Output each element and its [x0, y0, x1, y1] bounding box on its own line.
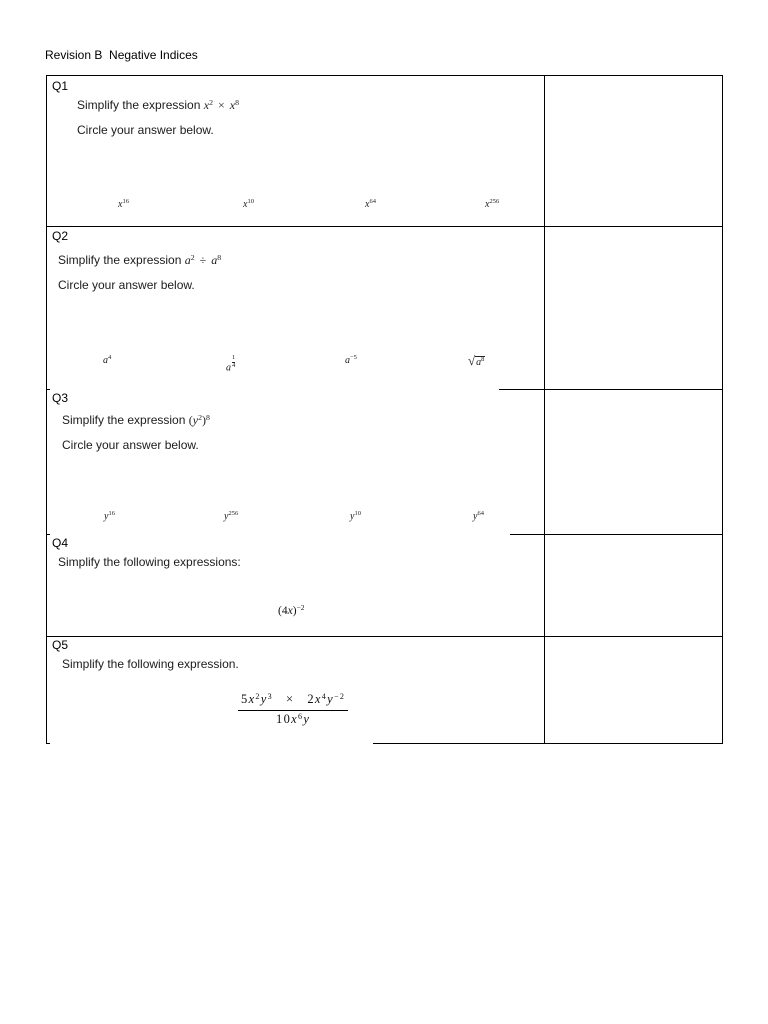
variable: a: [211, 253, 218, 267]
variable: y: [192, 413, 199, 427]
variable: y: [224, 511, 229, 522]
question-row-q2: [46, 226, 723, 390]
answer-option: [104, 511, 115, 524]
expression: [185, 253, 221, 267]
radicand: [475, 356, 485, 368]
question-image-q3: [50, 405, 510, 536]
question-prompt: Simplify the following expression.: [62, 657, 239, 671]
fraction-exponent: [232, 355, 235, 369]
question-prompt: [77, 98, 239, 114]
question-image-q2: [50, 244, 499, 391]
worksheet-title: Revision B Negative Indices: [45, 48, 198, 62]
question-row-q4: [46, 534, 723, 637]
exponent: 2: [255, 691, 261, 701]
question-number: Q4: [52, 536, 69, 550]
prompt-text: Simplify the expression: [58, 253, 182, 267]
question-prompt: Simplify the following expressions:: [58, 555, 241, 569]
exponent: 8: [235, 97, 239, 107]
answer-option: [243, 199, 254, 212]
variable: x: [485, 199, 490, 210]
variable: x: [248, 692, 256, 706]
variable: a: [226, 362, 231, 374]
exponent: −2: [334, 691, 346, 701]
answer-option: [118, 199, 129, 212]
question-row-q5: [46, 636, 723, 744]
answer-option: [345, 355, 357, 368]
answer-option: [473, 511, 484, 524]
fraction-numerator: [238, 692, 348, 711]
question-number: Q2: [52, 229, 69, 243]
exponent: 2: [209, 97, 213, 107]
answer-option: [350, 511, 361, 524]
question-instruction: Circle your answer below.: [62, 438, 199, 452]
exponent: 10: [247, 198, 254, 206]
coefficient: 2: [307, 692, 315, 706]
expression: [189, 413, 210, 427]
operator: ÷: [199, 253, 207, 267]
expression: [204, 98, 239, 112]
question-row-q1: [46, 75, 723, 227]
exponent: 2: [190, 252, 195, 262]
question-number: Q5: [52, 638, 69, 652]
exponent: 64: [369, 198, 376, 206]
variable: x: [365, 199, 370, 210]
answer-cell-q1: [544, 76, 722, 226]
variable: x: [243, 199, 248, 210]
fraction-expression: [238, 692, 348, 728]
question-prompt: [62, 413, 210, 429]
exponent-numerator: 1: [232, 354, 236, 361]
answer-cell-q5: [544, 637, 722, 743]
answer-cell-q3: [544, 390, 722, 534]
question-image-q4: [50, 550, 500, 630]
open-bracket: (4: [278, 605, 288, 617]
question-table: [46, 75, 723, 744]
variable: x: [229, 98, 236, 112]
coefficient: 5: [241, 692, 249, 706]
answer-option: [103, 355, 111, 368]
question-number: Q1: [52, 79, 69, 93]
prompt-text: Simplify the expression: [77, 98, 201, 112]
question-image-q5: [50, 655, 373, 745]
coefficient: 10: [276, 712, 292, 726]
exponent: 3: [267, 691, 273, 701]
exponent: 4: [321, 691, 328, 701]
close-bracket: ): [201, 413, 206, 427]
variable: y: [260, 692, 268, 706]
variable: y: [303, 712, 311, 726]
expression: [278, 602, 305, 618]
exponent: −5: [350, 354, 357, 362]
exponent: 6: [297, 711, 304, 721]
exponent: 8: [205, 412, 210, 422]
exponent-denominator: 4: [232, 361, 236, 369]
variable: y: [473, 511, 478, 522]
close-bracket: ): [292, 605, 297, 617]
answer-option: [365, 199, 376, 212]
variable: a: [184, 253, 191, 267]
exponent: 4: [108, 354, 112, 362]
question-prompt: [58, 253, 221, 269]
answer-option: [224, 511, 238, 524]
variable: a: [345, 355, 350, 366]
variable: x: [291, 712, 298, 726]
fraction-denominator: [238, 711, 348, 728]
question-row-q3: [46, 389, 723, 535]
prompt-text: Simplify the expression: [62, 413, 186, 427]
variable: a: [476, 357, 482, 368]
variable: x: [203, 98, 210, 112]
radical-sign: √: [468, 353, 476, 368]
open-bracket: (: [188, 413, 193, 427]
variable: x: [118, 199, 123, 210]
variable: a: [103, 355, 108, 366]
answer-option: [226, 355, 235, 375]
exponent: −2: [296, 602, 305, 612]
variable: y: [327, 692, 334, 706]
question-instruction: Circle your answer below.: [58, 278, 195, 292]
operator: ×: [286, 692, 295, 706]
exponent: 16: [122, 198, 129, 206]
variable: x: [287, 605, 293, 617]
operator: ×: [217, 98, 225, 112]
variable: y: [104, 511, 109, 522]
exponent: 2: [198, 412, 202, 422]
exponent: 64: [477, 510, 484, 518]
variable: x: [314, 692, 322, 706]
answer-cell-q2: [544, 227, 722, 389]
question-image-q1: [72, 94, 530, 218]
exponent: 8: [481, 356, 485, 364]
exponent: 16: [108, 510, 115, 518]
answer-option: [468, 355, 485, 370]
exponent: 8: [217, 252, 222, 262]
exponent: 256: [489, 198, 500, 206]
question-number: Q3: [52, 391, 69, 405]
exponent: 10: [354, 510, 361, 518]
answer-option: [485, 199, 499, 212]
variable: y: [350, 511, 355, 522]
answer-cell-q4: [544, 535, 722, 636]
question-instruction: Circle your answer below.: [77, 123, 214, 137]
exponent: 256: [228, 510, 239, 518]
